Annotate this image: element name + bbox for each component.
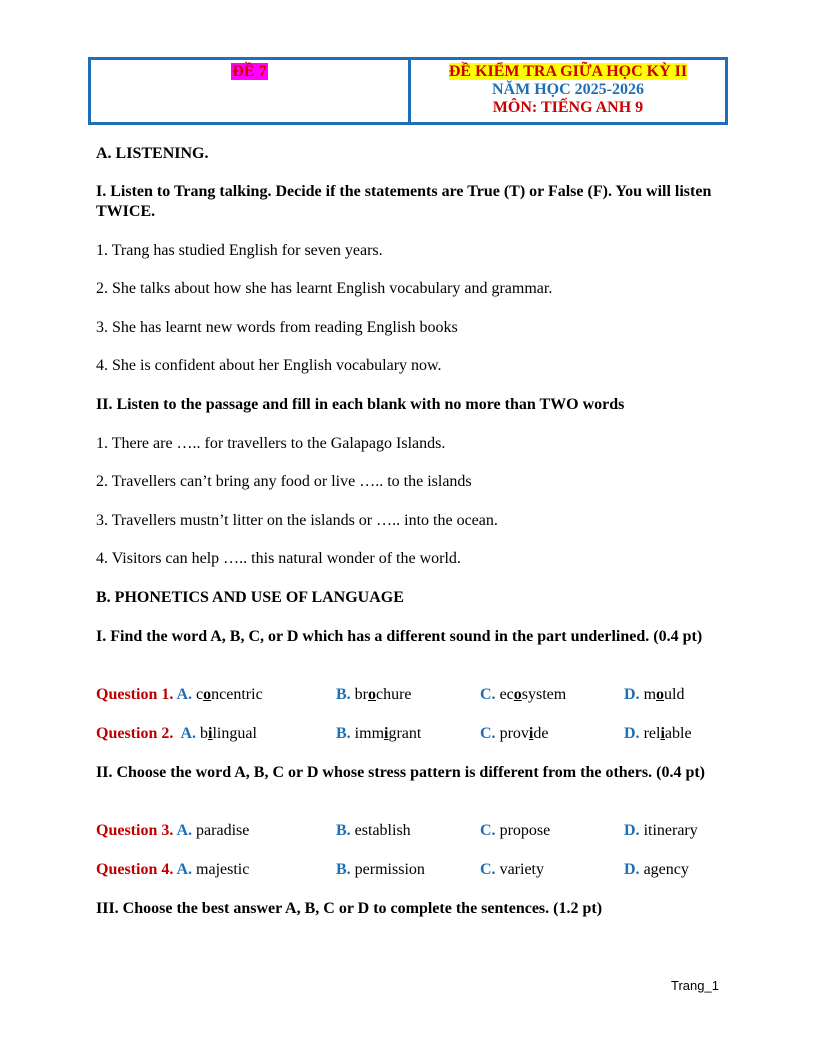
option-c: C. variety bbox=[480, 861, 544, 878]
option-b: B. establish bbox=[336, 822, 411, 839]
exam-header-table bbox=[88, 57, 728, 125]
page-number: Trang_1 bbox=[671, 978, 719, 993]
subject-title: MÔN: TIẾNG ANH 9 bbox=[492, 99, 644, 116]
section-a-title: A. LISTENING. bbox=[96, 145, 209, 162]
listening-part2-instruction: II. Listen to the passage and fill in each blank with no more than TWO words bbox=[96, 396, 625, 413]
phonetics-part1-instruction: I. Find the word A, B, C, or D which has a different sound in the part underlined. (0.4 pt) bbox=[96, 628, 703, 645]
option-b: B. permission bbox=[336, 861, 425, 878]
listening-part2-item-4: 4. Visitors can help ….. this natural wonder of the world. bbox=[96, 550, 461, 567]
listening-part1-item-1: 1. Trang has studied English for seven years. bbox=[96, 242, 383, 259]
listening-part1-item-2: 2. She talks about how she has learnt English vocabulary and grammar. bbox=[96, 280, 553, 297]
option-b: B. brochure bbox=[336, 686, 412, 703]
question-label: Question 2. A. bilingual bbox=[96, 725, 257, 742]
option-c: C. propose bbox=[480, 822, 551, 839]
question-label: Question 1. A. concentric bbox=[96, 686, 263, 703]
question-label: Question 4. A. majestic bbox=[96, 861, 250, 878]
listening-part1-item-3: 3. She has learnt new words from reading English books bbox=[96, 319, 458, 336]
listening-part1-instruction: I. Listen to Trang talking. Decide if the statements are True (T) or False (F). You will listen TWICE. bbox=[96, 183, 712, 220]
option-d: D. itinerary bbox=[624, 822, 698, 839]
option-d: D. reliable bbox=[624, 725, 692, 742]
stress-part2-instruction: II. Choose the word A, B, C or D whose stress pattern is different from the others. (0.4 pt) bbox=[96, 764, 705, 781]
header-right-cell bbox=[411, 60, 725, 122]
header-left-cell bbox=[91, 60, 411, 122]
question-label: Question 3. A. paradise bbox=[96, 822, 250, 839]
option-d: D. mould bbox=[624, 686, 685, 703]
exam-title: ĐỀ KIỂM TRA GIỮA HỌC KỲ II bbox=[448, 63, 688, 80]
section-b-title: B. PHONETICS AND USE OF LANGUAGE bbox=[96, 589, 404, 606]
listening-part1-item-4: 4. She is confident about her English vocabulary now. bbox=[96, 357, 442, 374]
option-b: B. immigrant bbox=[336, 725, 422, 742]
listening-part2-item-3: 3. Travellers mustn’t litter on the islands or ….. into the ocean. bbox=[96, 512, 498, 529]
option-d: D. agency bbox=[624, 861, 689, 878]
option-c: C. provide bbox=[480, 725, 549, 742]
school-year: NĂM HỌC 2025-2026 bbox=[492, 81, 644, 98]
listening-part2-item-1: 1. There are ….. for travellers to the Galapago Islands. bbox=[96, 435, 446, 452]
option-c: C. ecosystem bbox=[480, 686, 567, 703]
grammar-part3-instruction: III. Choose the best answer A, B, C or D to complete the sentences. (1.2 pt) bbox=[96, 900, 603, 917]
exam-number-tag: ĐỀ 7 bbox=[232, 63, 267, 80]
listening-part2-item-2: 2. Travellers can’t bring any food or live ….. to the islands bbox=[96, 473, 472, 490]
